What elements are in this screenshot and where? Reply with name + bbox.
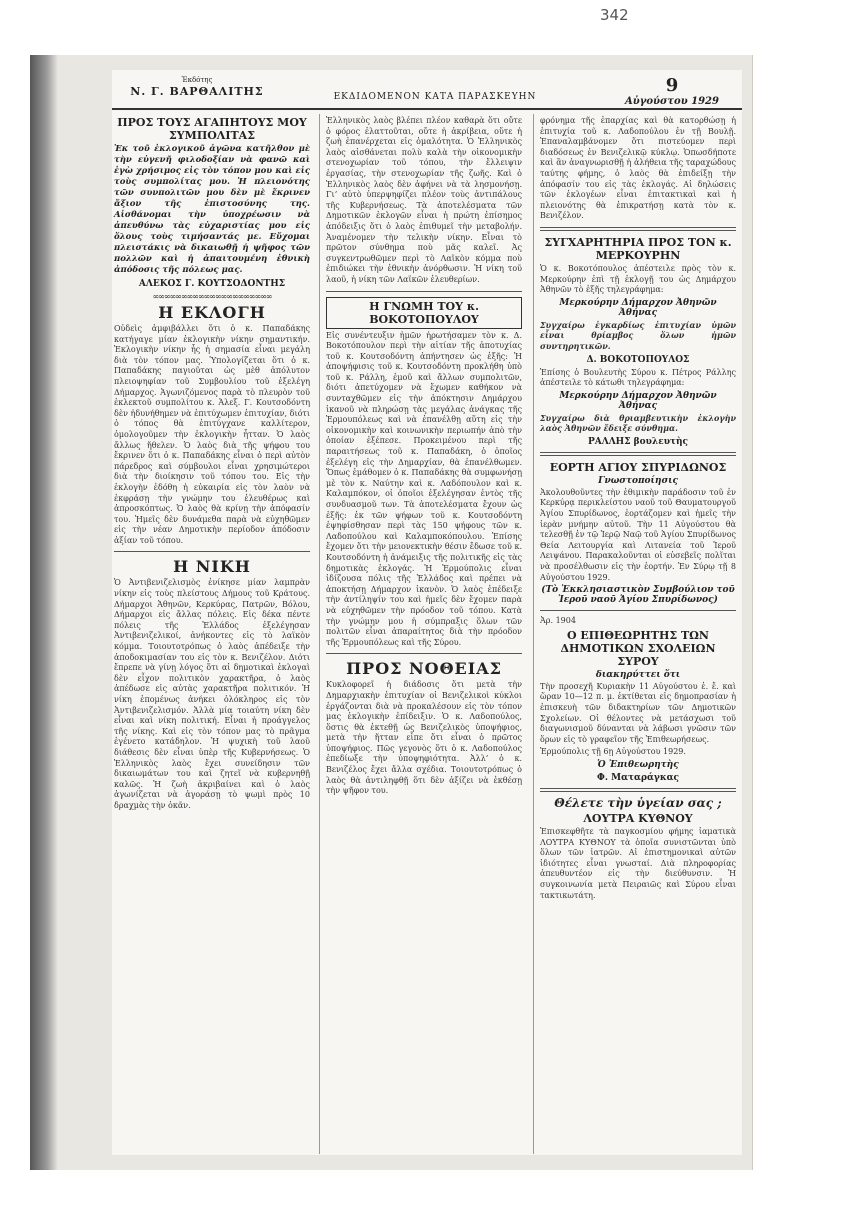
victory-text: Ὁ Ἀντιβενιζελισμὸς ἐνίκησε μίαν λαμπρὰν νίκην εἰς τοὺς πλείστους Δήμους τοῦ Κράτους. Δήμαρχοι Ἀθηνῶν, Κερκύρας, Πατρῶν, Βόλου, Δήμαρχοι εἰς ἄλλας πόλεις. Εἰς δέκα πέντε πόλεις τῆς Ἑλλάδος ἐξελέγησαν Ἀντιβενιζελικοί, ἀνήκοντες εἰς τὸ λαϊκὸν κόμμα. Τοιουτοτρόπως ὁ λαὸς ἀπέδειξε τὴν ἀποδοκιμασίαν του εἰς τὸν κ. Βενιζέλον. Διότι ἔπρεπε νὰ γίνῃ λόγος ὅτι αἱ δημοτικαὶ ἐκλογαὶ δὲν εἶχον πολιτικὸν χαρακτῆρα, ὁ λαὸς ἀπέδωσε εἰς αὐτὰς χαρακτῆρα πολιτικόν. Ἡ νίκη ἑπομένως ἀνήκει ὁλόκληρος εἰς τὸν Ἀντιβενιζελισμόν. Ἀλλὰ μία τοιαύτη νίκη δὲν εἶναι καὶ νίκη πολιτική. Εἶναι ἡ προάγγελος τῆς νίκης. Καὶ εἰς τὸν τόπον μας τὸ πρᾶγμα ἐγένετο κατάδηλον. Ἡ ψυχικὴ τοῦ λαοῦ διάθεσις δὲν εἶναι ὑπὲρ τῆς Κυβερνήσεως. Ὁ Ἑλληνικὸς λαὸς ἔχει συνείδησιν τῶν δικαιωμάτων του καὶ ζητεῖ νὰ κυβερνηθῇ καλῶς. Ἡ ζωὴ ἀκριβαίνει καὶ ὁ λαὸς ἀγωνίζεται νὰ ἀγοράσῃ τὸ ψωμὶ πρὸς 10 δραχμὰς τὴν ὀκᾶν. [114, 578, 310, 810]
binding-shadow [30, 55, 58, 1170]
divider [540, 788, 736, 792]
issue-date: Αὐγούστου 1929 [625, 96, 719, 107]
column-divider [319, 114, 320, 1154]
telegram-signature: ΡΑΛΛΗΣ βουλευτὴς [587, 436, 689, 447]
congrats-title: ΣΥΓΧΑΡΗΤΗΡΙΑ ΠΡΟΣ ΤΟΝ κ. ΜΕΡΚΟΥΡΗΝ [544, 235, 732, 262]
notice-number: Ἀρ. 1904 [540, 616, 576, 626]
victory-title: Η ΝΙΚΗ [173, 557, 251, 577]
ornament-divider: ∞∞∞∞∞∞∞∞∞∞∞∞∞∞∞∞∞∞∞∞∞ [152, 292, 272, 301]
notice-date: Ἑρμούπολις τῇ 6ῃ Αὐγούστου 1929. [540, 747, 686, 757]
ad-highlight: ΛΟΥΤΡΑ ΚΥΘΝΟΥ [583, 811, 693, 825]
ad-title: Θέλετε τὴν ὑγείαν σας ; [554, 795, 722, 810]
election-title: Η ΕΚΛΟΓΗ [158, 303, 266, 322]
publisher-label: Ἐκδότης [181, 76, 213, 84]
notice-title: Ο ΕΠΙΘΕΩΡΗΤΗΣ ΤΩΝ ΔΗΜΟΤΙΚΩΝ ΣΧΟΛΕΙΩΝ ΣΥΡΟΥ [560, 628, 716, 668]
telegram-signature: Δ. ΒΟΚΟΤΟΠΟΥΛΟΣ [586, 354, 690, 365]
divider [540, 610, 736, 611]
divider [114, 551, 310, 552]
masthead-frequency: ΕΚΔΙΔΟΜΕΝΟΝ ΚΑΤΑ ΠΑΡΑΣΚΕΥΗΝ [333, 92, 537, 102]
continued-text: φρόνημα τῆς ἐπαρχίας καὶ θὰ κατορθώσῃ ἡ ἐπιτυχία τοῦ κ. Λαδοπούλου ἐν τῇ Βουλῇ. Ἐπαναλαμβάνομεν ὅτι πιστεύομεν περὶ διαδόσεως ἐν Βενιζελικῷ κύκλῳ. Ὁπωσδήποτε καὶ ἂν ἀναγνωρισθῇ ἡ ἀλήθεια τῆς ταραχώδους ταύτης φήμης, ὁ λαὸς θὰ ἐπιδείξῃ τὴν ἀπόφασίν του εἰς τὰς ἐκλογάς. Αἱ δηλώσεις τῶν ἐκλογέων εἶναι ἐπιτακτικαὶ καὶ ἡ πλειονότης θὰ ἐπικρατήσῃ κατὰ τὸν κ. Βενιζέλον. [540, 116, 736, 221]
feast-text: Ἀκολουθοῦντες τὴν ἐθιμικὴν παράδοσιν τοῦ ἐν Κερκύρᾳ περικλείστου ναοῦ τοῦ Θαυματουργοῦ Ἁγίου Σπυρίδωνος, ἑορτάζομεν καὶ ἡμεῖς τὴν ἱερὰν μνήμην αὐτοῦ. Τὴν 11 Αὐγούστου θὰ τελεσθῇ ἐν τῷ Ἱερῷ Ναῷ τοῦ Ἁγίου Σπυρίδωνος Θεία Λειτουργία καὶ Λιτανεία τοῦ Ἱεροῦ Λειψάνου. Παρακαλοῦνται οἱ εὐσεβεῖς πολῖται νὰ προσέλθωσιν εἰς τὴν ἑορτήν. Ἐν Σύρῳ τῇ 8 Αὐγούστου 1929. [540, 487, 736, 582]
telegram-body: Συγχαίρω ἐγκαρδίως ἐπιτυχίαν ὑμῶν εἶναι θρίαμβος ὅλων ἡμῶν συντηρητικῶν. [540, 319, 736, 351]
rumors-title: ΠΡΟΣ ΝΟΘΕΙΑΣ [346, 659, 502, 679]
opinion-text: Εἰς συνέντευξιν ἡμῶν ἠρωτήσαμεν τὸν κ. Δ. Βοκοτόπουλον περὶ τὴν αἰτίαν τῆς ἀποτυχίας τοῦ κ. Κουτσοδόντη ἀπήντησεν ὡς ἑξῆς: Ἡ ἀποψήφισις τοῦ κ. Κουτσοδόντη προκλήθη ὑπὸ τοῦ κ. Ράλλη, ἐμοῦ καὶ ἄλλων συμπολιτῶν, διότι ἀπετύχομεν νὰ ἔχωμεν καθήκον νὰ συνταχθῶμεν εἰς τὴν ἀπόκτησιν Δημάρχου ἱκανοῦ νὰ πληρώσῃ τὰς μεγάλας ἀνάγκας τῆς Ἑρμουπόλεως καὶ νὰ ἐπανέλθῃ αὕτη εἰς τὴν οἰκονομικὴν καὶ κοινωνικὴν περιωπήν ἀπὸ τὴν ὁποίαν ἐξέπεσε. Προκειμένου περὶ τῆς παραιτήσεως τοῦ κ. Παπαδάκη, ὁ ὁποῖος ἐξελέγη εἰς τὴν Δημαρχίαν, θὰ ἐπανέλθωμεν. Ὅπως ἐμάθομεν ὁ κ. Παπαδάκης θὰ συμφωνήσῃ μὲ τὸν κ. Ναύτην καὶ κ. Λαδόπουλον καὶ κ. Καλαμπόκον, οἱ ὁποῖοι ἐξελέγησαν ἐντὸς τῆς συνδυασμοῦ των. Τὰ ἀποτελέσματα ἔχουν ὡς ἑξῆς: ἐκ τῶν ψήφων τοῦ κ. Κουτσοδόντη ἐψηφίσθησαν περὶ τὰς 150 ψήφους τῶν κ. Λαδοπούλου καὶ Καλαμποκόπουλου. Ἐπίσης ἔχομεν ὅτι τὴν μειονεκτικὴν θέσιν ἔδωσε τοῦ κ. Κουτσοδόντη ἡ ἀνάμειξις τῆς πολιτικῆς εἰς τὰς δημοτικὰς ἐκλογάς. Ἡ Ἑρμούπολις εἶναι ἰδίζουσα πόλις τῆς Ἑλλάδος καὶ πρέπει νὰ ἀποκτήσῃ Δήμαρχον ἱκανὸν. Ὁ λαὸς ἐπέδειξε τὴν ἀντίληψίν του καὶ ἡμεῖς δὲν ἔχομεν παρὰ νὰ εὐχηθῶμεν τὴν πρόοδον τοῦ τόπου. Κατὰ τὴν γνώμην μου ἡ σύμπραξις ὅλων τῶν πολιτῶν εἶναι ἀπαραίτητος διὰ τὴν πρόοδον τῆς Ἑρμουπόλεως καὶ τῆς Σύρου. [326, 330, 522, 647]
telegram-recipient: Μερκούρην Δήμαρχον Ἀθηνῶν Ἀθήνας [559, 390, 717, 411]
continued-text: Ἑλληνικὸς λαὸς βλέπει πλέον καθαρὰ ὅτι οὔτε ὁ φόρος ἐλαττοῦται, οὔτε ἡ ἀκρίβεια, οὔτε ἡ ζωὴ ἐπανέρχεται εἰς ὁμαλότητα. Ὁ Ἑλληνικὸς λαὸς αἰσθάνεται πολὺ καλὰ τὴν οἰκονομικὴν στενοχωρίαν τοῦ τόπου, τὴν ἔλλειψιν ἐργασίας, τὴν στενοχωρίαν τῆς ζωῆς. Καὶ ὁ Ἑλληνικὸς λαὸς δὲν ἀφήνει νὰ τὰ λησμονήσῃ. Γι’ αὐτὸ ὑπερψηφίζει πλέον τοὺς ἀντιπάλους τῆς Κυβερνήσεως. Τὰ ἀποτελέσματα τῶν Δημοτικῶν ἐκλογῶν εἶναι ἡ πρώτη ἐπίσημος ἀπόδειξις ὅτι ὁ λαὸς ἐπιθυμεῖ τὴν μεταβολήν. Ἀναμένομεν τὴν τελικὴν νίκην. Εἶναι τὸ πρῶτον σύνθημα ποὺ μᾶς καλεῖ. Ἀς συγκεντρωθῶμεν περὶ τὸ Λαϊκὸν κόμμα ποὺ ἐπιδιώκει τὴν ἐθνικὴν ἀνόρθωσιν. Ἡ νίκη τοῦ λαοῦ, ἡ νίκη τῶν Λαϊκῶν ἐλευθερίων. [326, 116, 522, 284]
telegram-body: Συγχαίρω διὰ θριαμβευτικὴν ἐκλογὴν λαὸς Ἀθηνῶν ἔδειξε σύνθημα. [540, 412, 736, 434]
masthead-rule [112, 108, 742, 110]
letter-title: ΠΡΟΣ ΤΟΥΣ ΑΓΑΠΗΤΟΥΣ ΜΟΥ ΣΥΜΠΟΛΙΤΑΣ [117, 116, 307, 142]
election-text: Οὐδεὶς ἀμφιβάλλει ὅτι ὁ κ. Παπαδάκης κατήγαγε μίαν ἐκλογικὴν νίκην σημαντικήν. Ἐκλογικὴν νίκην ἧς ἡ σημασία εἶναι μεγάλη διὰ τὸν τόπον μας. Ὑπολογίζεται ὅτι ὁ κ. Παπαδάκης παγιοῦται ὡς μὲθ ἀπόλυτον πλειοψηφίαν τοῦ Συμβουλίου τοῦ ἐξελέγη Δήμαρχος. Ἀγωνιζόμενος παρὰ τὸ πλευρὸν τοῦ ἐκλεκτοῦ συμπολίτου κ. Ἀλεξ. Γ. Κουτσοδόντη δὲν ἠδυνήθημεν νὰ ἐπιτύχωμεν ἐπιτυχίαν, διότι ὁ τόπος θὰ ἐπιτύγχανε καλλίτερον, ὁμολογοῦμεν τὴν ἐκλογικὴν ἧτταν. Ὁ λαὸς ἄλλως ἤθελεν. Ὁ λαὸς διὰ τῆς ψήφου του ἔκρινεν ὅτι ὁ κ. Παπαδάκης εἶναι ὁ περὶ αὐτὸν πάρεδρος καὶ σύμβουλοι εἶναι χρησιμώτεροι διὰ τὴν διοίκησιν τοῦ τόπου του. Εἰς τὴν ἐκλογὴν ἐδόθη ἡ εὐκαιρία εἰς τὸν λαὸν νὰ ἐκφράσῃ τὴν γνώμην του ἐλευθέρως καὶ ἀπροσκόπτως. Ὁ λαὸς θὰ κρίνῃ τὴν ἀπόφασίν του. Ἡμεῖς δὲν δυνάμεθα παρὰ νὰ εὐχηθῶμεν εἰς τὴν νέαν Δημοτικὴν περίοδον ἀπόδοσιν ἀξίαν τοῦ τόπου. [114, 324, 310, 545]
divider [540, 452, 736, 456]
letter-text: Ἐκ τοῦ ἐκλογικοῦ ἀγῶνα κατῆλθον μὲ τὴν εὐγενῆ φιλοδοξίαν νὰ φανῶ καὶ ἐγὼ χρήσιμος εἰς τὸν τόπον μου καὶ εἰς τοὺς συμπολίτας μου. Ἡ πλειονότης τῶν συνπολιτῶν μου δὲν μὲ ἔκρινεν ἄξιον τῆς ἐπιστοσύνης της. Αἰσθάνομαι τὴν ὑποχρέωσιν νὰ ἀπευθύνω τὰς εὐχαριστίας μου εἰς ὅλους τοὺς τιμήσαντάς με. Εὔχομαι πλειστάκις νὰ δικαιωθῇ ἡ ψῆφος τῶν πολλῶν καὶ ἡ ἀπαιτουμένη ἐθνικὴ ἀπόδοσις τῆς πόλεως μας. [114, 144, 310, 275]
column-3 [540, 114, 736, 903]
divider [540, 227, 736, 231]
feast-signature: (Τὸ Ἐκκλησιαστικὸν Συμβούλιον τοῦ Ἱεροῦ ναοῦ Ἁγίου Σπυρίδωνος) [541, 585, 735, 606]
publisher-name: Ν. Γ. ΒΑΡΘΑΛΙΤΗΣ [130, 85, 264, 98]
telegram-recipient: Μερκούρην Δήμαρχον Ἀθηνῶν Ἀθήνας [559, 297, 717, 318]
column-2 [326, 114, 522, 799]
feast-subtitle: Γνωστοποίησις [598, 475, 678, 486]
feast-title: ΕΟΡΤΗ ΑΓΙΟΥ ΣΠΥΡΙΔΩΝΟΣ [549, 460, 727, 474]
rumors-text: Κυκλοφορεῖ ἡ διάδοσις ὅτι μετὰ τὴν Δημαρχιακὴν ἐπιτυχίαν οἱ Βενιζελικοὶ κύκλοι ἐργάζονται διὰ νὰ προκαλέσουν εἰς τὸν τόπον μας ἐκλογικὴν ἐπίδειξιν. Ὁ κ. Λαδοπούλος, ὅστις θὰ ἐκτεθῇ ὡς Βενιζελικὸς ὑποψήφιος, μετὰ τὴν ἥτταν εἶπε ὅτι εἶναι ὁ πρῶτος ὑποψήφιος. Πῶς γεγονὸς ὅτι ὁ κ. Λαδοπούλος ἐπεδίωξε τὴν ὑποψηφιότητα. Ἀλλ’ ὁ κ. Βενιζέλος ἔχει ἄλλα σχέδια. Τοιουτοτρόπως ὁ λαὸς θὰ ἀντιληφθῇ ὅτι δὲν ἀξίζει νὰ ἐκθέσῃ τὴν ψῆφον του. [326, 680, 522, 796]
column-divider [533, 114, 534, 1154]
notice-signature-role: Ὁ Ἐπιθεωρητὴς [597, 759, 679, 770]
masthead-publisher [112, 75, 282, 97]
notice-subtitle: διακηρύττει ὅτι [595, 669, 681, 680]
notice-text: Τὴν προσεχῆ Κυριακὴν 11 Αὐγούστου ἐ. ἔ. καὶ ὥραν 10—12 π. μ. ἐκτίθεται εἰς δημοπρασίαν ἡ ἐπισκευὴ τῶν διδακτηρίων τῶν Δημοτικῶν Σχολείων. Οἱ θέλοντες νὰ μετάσχωσι τοῦ διαγωνισμοῦ δύνανται νὰ λάβωσι γνῶσιν τῶν ὅρων εἰς τὸ γραφεῖον τῆς Ἐπιθεωρήσεως. [540, 681, 736, 744]
congrats-text: Ἐπίσης ὁ Βουλευτὴς Σύρου κ. Πέτρος Ράλλης ἀπέστειλε τὸ κάτωθι τηλεγράφημα: [540, 367, 736, 388]
newspaper-page [112, 70, 742, 1155]
divider [326, 653, 522, 654]
opinion-title: Η ΓΝΩΜΗ ΤΟΥ κ. ΒΟΚΟΤΟΠΟΥΛΟΥ [326, 297, 522, 329]
masthead-issue [602, 75, 742, 107]
notice-signature: Φ. Ματαράγκας [597, 772, 679, 783]
ad-text: Ἐπισκεφθῆτε τὰ παγκοσμίου φήμης ἰαματικὰ ΛΟΥΤΡΑ ΚΥΘΝΟΥ τὰ ὁποῖα συνιστῶνται ὑπὸ ὅλων τῶν ἰατρῶν. Αἱ ἐπιστημονικαὶ αὐτῶν ἰδιότητες εἶναι γνωσταί. Διὰ πληροφορίας ἀπευθυντέον εἰς τὴν διεύθυνσιν. Ἡ συγκοινωνία μετὰ Πειραιῶς καὶ Σύρου εἶναι τακτικωτάτη. [540, 826, 736, 900]
congrats-intro: Ὁ κ. Βοκοτόπουλος ἀπέστειλε πρὸς τὸν κ. Μερκούρην ἐπὶ τῇ ἐκλογῇ του ὡς Δημάρχου Ἀθηνῶν τὸ ἑξῆς τηλεγράφημα: [540, 263, 736, 295]
divider [326, 291, 522, 292]
letter-signature: ΑΛΕΚΟΣ Γ. ΚΟΥΤΣΟΔΟΝΤΗΣ [138, 279, 286, 289]
handwritten-page-number: 342 [600, 6, 629, 24]
column-1 [114, 114, 310, 814]
issue-number: 9 [665, 75, 679, 96]
